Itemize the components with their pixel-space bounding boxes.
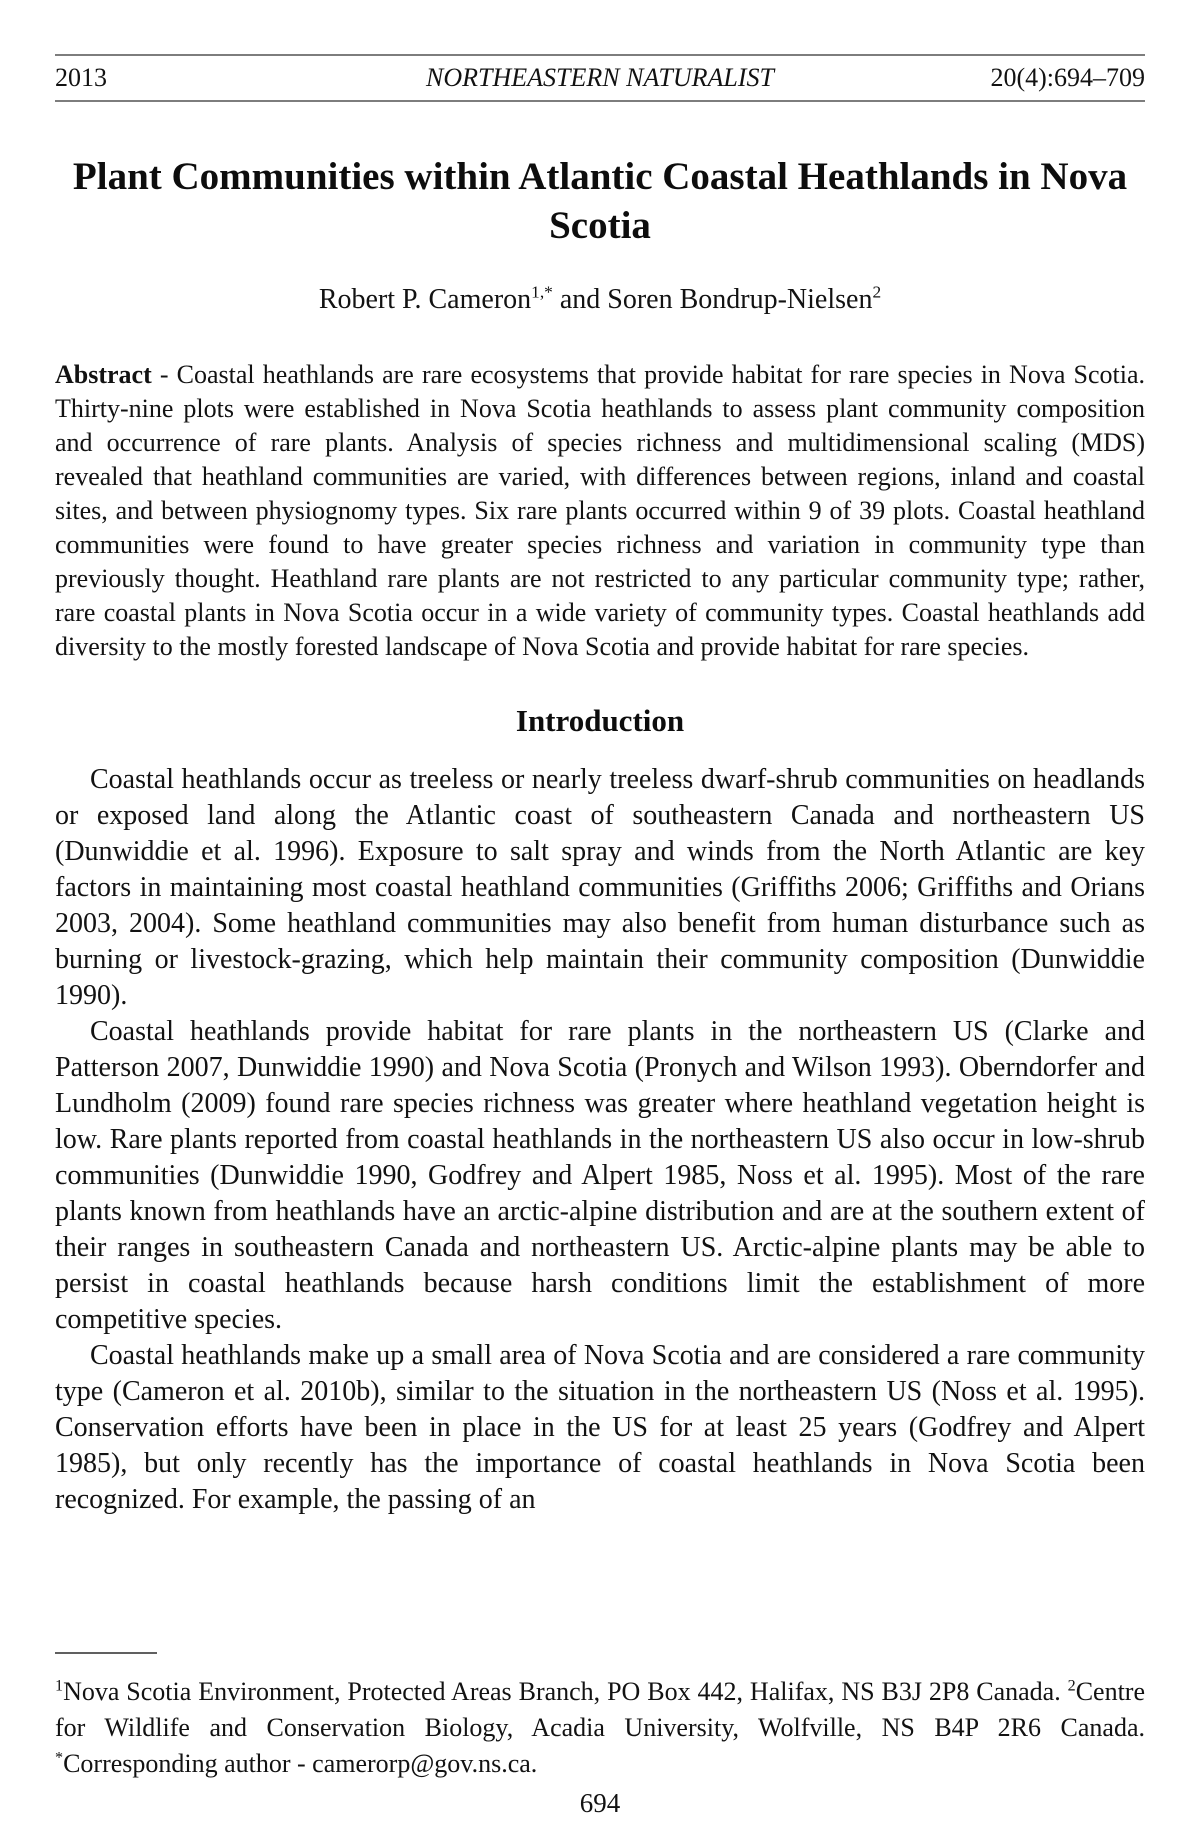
section-heading-introduction: Introduction (515, 703, 685, 738)
article-title: Plant Communities within Atlantic Coastal Heathlands in Nova Scotia (72, 155, 1128, 247)
abstract (55, 358, 1145, 664)
page-number: 694 (579, 1788, 621, 1818)
footnote-block (55, 1652, 1145, 1782)
abstract-separator: - (151, 360, 177, 389)
footnote-1-superscript: 1 (55, 1677, 64, 1695)
paragraph-2: Coastal heathlands provide habitat for rare plants in the northeastern US (Clarke and Patterson 2007, Dunwiddie 1990) and Nova Scotia (Pronych and Wilson 1993). Oberndorfer and Lundholm (2009) found rare species richness was greater where heathland vegetation height is low. Rare plants reported from coastal heathlands in the northeastern US also occur in low-shrub communities (Dunwiddie 1990, Godfrey and Alpert 1985, Noss et al. 1995). Most of the rare plants known from heathlands have an arctic-alpine distribution and are at the southern extent of their ranges in southeastern Canada and northeastern US. Arctic-alpine plants may be able to persist in coastal heathlands because harsh conditions limit the establishment of more competitive species. (55, 1016, 1145, 1335)
introduction-body (55, 762, 1145, 1518)
author-1-superscript: 1,* (531, 282, 553, 302)
footnote-2-superscript: 2 (1067, 1677, 1076, 1695)
author-2-superscript: 2 (872, 282, 882, 302)
paragraph-1: Coastal heathlands occur as treeless or nearly treeless dwarf-shrub communities on headlands or exposed land along the Atlantic coast of southeastern Canada and northeastern US (Dunwiddie et al. 1996). Exposure to salt spray and winds from the North Atlantic are key factors in maintaining most coastal heathland communities (Griffiths 2006; Griffiths and Orians 2003, 2004). Some heathland communities may also benefit from human disturbance such as burning or livestock-grazing, which help maintain their community composition (Dunwiddie 1990). (55, 764, 1145, 1011)
footnote-corresponding-text: Corresponding author - camerorp@gov.ns.ca. (63, 1749, 538, 1778)
author-2-name: Soren Bondrup-Nielsen (607, 284, 873, 315)
footnote-1-text: Nova Scotia Environment, Protected Areas Branch, PO Box 442, Halifax, NS B3J 2P8 Canada. (63, 1677, 1068, 1706)
page-content (55, 54, 1145, 1518)
journal-name: NORTHEASTERN NATURALIST (426, 63, 774, 92)
volume-citation: 20(4):694–709 (990, 63, 1145, 92)
footnote-2-text: Centre for Wildlife and Conservation Biology, Acadia University, Wolfville, NS B4P 2R6 Canada. (55, 1677, 1145, 1742)
author-1-name: Robert P. Cameron (318, 284, 532, 315)
footnote-corresponding-superscript: * (55, 1749, 64, 1767)
authors-joiner: and (552, 284, 608, 315)
abstract-label: Abstract (55, 360, 152, 389)
authors-line (55, 284, 1145, 316)
header-rule-bottom (55, 100, 1145, 102)
footnote-text (55, 1674, 1145, 1782)
paragraph-3: Coastal heathlands make up a small area of Nova Scotia and are considered a rare community type (Cameron et al. 2010b), similar to the situation in the northeastern US (Noss et al. 1995). Conservation efforts have been in place in the US for at least 25 years (Godfrey and Alpert 1985), but only recently has the importance of coastal heathlands in Nova Scotia been recognized. For example, the passing of an (55, 1340, 1145, 1515)
running-header (55, 56, 1145, 100)
abstract-text: Coastal heathlands are rare ecosystems that provide habitat for rare species in Nova Scotia. Thirty-nine plots were established in Nova Scotia heathlands to assess plant community composition and occurrence of rare plants. Analysis of species richness and multidimensional scaling (MDS) revealed that heathland communities are varied, with differences between regions, inland and coastal sites, and between physiognomy types. Six rare plants occurred within 9 of 39 plots. Coastal heathland communities were found to have greater species richness and variation in community type than previously thought. Heathland rare plants are not restricted to any particular community type; rather, rare coastal plants in Nova Scotia occur in a wide variety of community types. Coastal heathlands add diversity to the mostly forested landscape of Nova Scotia and provide habitat for rare species. (55, 360, 1145, 661)
footnote-rule (55, 1652, 157, 1654)
header-year: 2013 (55, 63, 107, 92)
